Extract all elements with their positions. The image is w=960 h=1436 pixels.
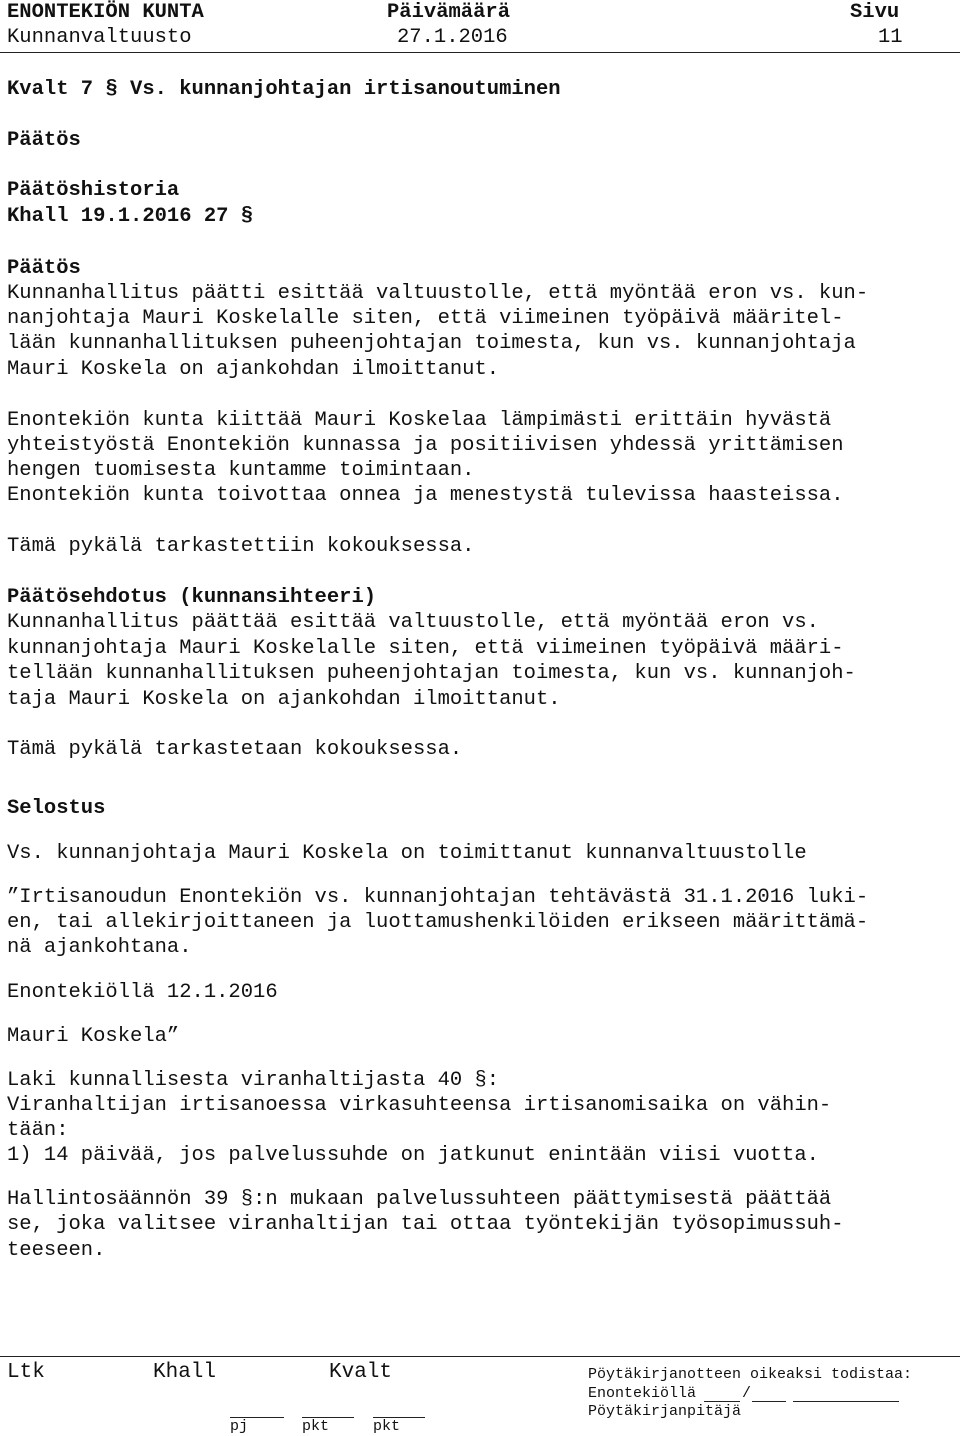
paragraph-line: yhteistyöstä Enontekiön kunnassa ja positiivisen yhdessä yrittämisen [7, 434, 844, 457]
law-line: Viranhaltijan irtisanoessa virkasuhteensa irtisanomisaika on vähin- [7, 1094, 832, 1117]
body-name: Kunnanvaltuusto [7, 26, 192, 49]
law-line: 1) 14 päivää, jos palvelussuhde on jatkunut enintään viisi vuotta. [7, 1144, 819, 1167]
bylaw-line: teeseen. [7, 1239, 106, 1262]
footer-pkt-label: pkt [302, 1418, 330, 1435]
meeting-date: 27.1.2016 [397, 26, 508, 49]
history-reference: Khall 19.1.2016 27 § [7, 205, 254, 228]
certification-role: Pöytäkirjanpitäjä [588, 1403, 742, 1420]
paragraph-line: hengen tuomisesta kuntamme toimintaan. [7, 459, 475, 482]
pkt-blank-line [373, 1403, 425, 1418]
bylaw-line: se, joka valitsee viranhaltijan tai ottaa työntekijän työsopimussuh- [7, 1213, 844, 1236]
proposal-heading: Päätösehdotus (kunnansihteeri) [7, 586, 377, 609]
day-blank-line [704, 1387, 740, 1402]
month-blank-line [752, 1387, 786, 1402]
quote-signature: Mauri Koskela” [7, 1025, 180, 1048]
paragraph-line: Kunnanhallitus päättää esittää valtuustolle, että myöntää eron vs. [7, 611, 819, 634]
pkt-blank-line [302, 1403, 354, 1418]
statement-heading: Selostus [7, 797, 106, 820]
certification-place: Enontekiöllä [588, 1385, 697, 1402]
footer-khall: Khall [153, 1361, 217, 1384]
pj-blank-line [230, 1403, 284, 1418]
paragraph-line: Enontekiön kunta toivottaa onnea ja menestystä tulevissa haasteissa. [7, 484, 844, 507]
law-line: tään: [7, 1119, 69, 1142]
paragraph-line: lään kunnanhallituksen puheenjohtajan toimesta, kun vs. kunnanjohtaja [7, 332, 856, 355]
bylaw-line: Hallintosäännön 39 §:n mukaan palvelussuhteen päättymisestä päättää [7, 1188, 832, 1211]
org-name: ENONTEKIÖN KUNTA [7, 1, 204, 24]
header-divider [0, 52, 960, 53]
certification-slash: / [742, 1385, 752, 1402]
quote-place-date: Enontekiöllä 12.1.2016 [7, 981, 278, 1004]
quote-line: nä ajankohtana. [7, 936, 192, 959]
history-decision-heading: Päätös [7, 257, 81, 280]
page-number: 11 [878, 26, 903, 49]
footer-pj-label: pj [230, 1418, 249, 1435]
law-line: Laki kunnallisesta viranhaltijasta 40 §: [7, 1069, 500, 1092]
quote-line: ”Irtisanoudun Enontekiön vs. kunnanjohtajan tehtävästä 31.1.2016 luki- [7, 886, 869, 909]
paragraph-line: Mauri Koskela on ajankohdan ilmoittanut. [7, 358, 500, 381]
paragraph-line: tellään kunnanhallituksen puheenjohtajan toimesta, kun vs. kunnanjoh- [7, 662, 856, 685]
footer-kvalt: Kvalt [329, 1361, 393, 1384]
checked-note: Tämä pykälä tarkastetaan kokouksessa. [7, 738, 463, 761]
decision-heading: Päätös [7, 129, 81, 152]
paragraph-line: kunnanjohtaja Mauri Koskelalle siten, että viimeinen työpäivä määri- [7, 637, 844, 660]
paragraph-line: Kunnanhallitus päätti esittää valtuustolle, että myöntää eron vs. kun- [7, 282, 869, 305]
signature-blank-line [793, 1387, 899, 1402]
statement-intro: Vs. kunnanjohtaja Mauri Koskela on toimittanut kunnanvaltuustolle [7, 842, 807, 865]
page-label: Sivu [850, 1, 900, 24]
paragraph-line: nanjohtaja Mauri Koskelalle siten, että viimeinen työpäivä määritel- [7, 307, 844, 330]
footer-ltk: Ltk [7, 1361, 45, 1384]
checked-note: Tämä pykälä tarkastettiin kokouksessa. [7, 535, 475, 558]
date-label: Päivämäärä [387, 1, 511, 24]
paragraph-line: Enontekiön kunta kiittää Mauri Koskelaa lämpimästi erittäin hyvästä [7, 409, 832, 432]
section-title: Kvalt 7 § Vs. kunnanjohtajan irtisanoutuminen [7, 78, 561, 101]
history-heading: Päätöshistoria [7, 179, 180, 202]
quote-line: en, tai allekirjoittaneen ja luottamushenkilöiden erikseen määrittämä- [7, 911, 869, 934]
footer-pkt-label: pkt [373, 1418, 401, 1435]
footer-divider [0, 1356, 960, 1357]
certification-title: Pöytäkirjanotteen oikeaksi todistaa: [588, 1366, 913, 1383]
paragraph-line: taja Mauri Koskela on ajankohdan ilmoittanut. [7, 688, 561, 711]
